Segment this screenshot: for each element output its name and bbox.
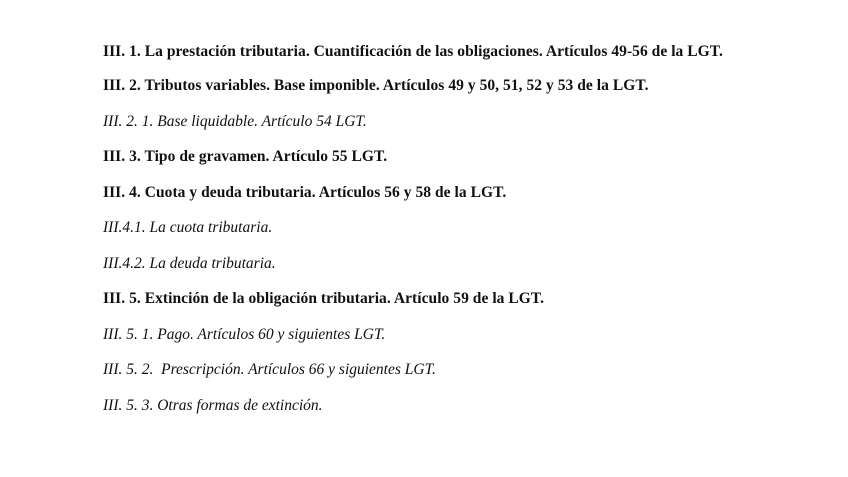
toc-entry-text: III. 1. La prestación tributaria. Cuantificación de las obligaciones. Artículos 49-56 de la LGT.	[103, 43, 723, 60]
toc-entry-iii-5	[103, 285, 763, 313]
toc-entry-text: III.4.1. La cuota tributaria.	[103, 219, 273, 236]
toc-entry-iii-3	[103, 143, 763, 171]
toc-entry-text: III. 2. 1. Base liquidable. Artículo 54 LGT.	[103, 112, 367, 130]
toc-entry-text: III. 4. Cuota y deuda tributaria. Artículos 56 y 58 de la LGT.	[103, 183, 507, 201]
toc-entry-text: III. 5. Extinción de la obligación tributaria. Artículo 59 de la LGT.	[103, 290, 545, 307]
toc-entry-text: III.4.2. La deuda tributaria.	[103, 254, 276, 272]
toc-entry-text: III. 2. Tributos variables. Base imponible. Artículos 49 y 50, 51, 52 y 53 de la LGT.	[103, 77, 649, 94]
table-of-contents	[103, 38, 763, 427]
toc-entry-text: III. 3. Tipo de gravamen. Artículo 55 LGT.	[103, 148, 388, 165]
toc-entry-iii-5-3	[103, 392, 763, 420]
toc-entry-iii-5-1	[103, 321, 763, 349]
toc-entry-iii-5-2	[103, 356, 763, 384]
toc-entry-iii-2	[103, 72, 763, 100]
toc-entry-text: III. 5. 1. Pago. Artículos 60 y siguientes LGT.	[103, 325, 386, 343]
toc-entry-iii-4-2	[103, 250, 763, 278]
toc-entry-iii-1	[103, 38, 763, 66]
toc-entry-text: III. 5. 3. Otras formas de extinción.	[103, 396, 323, 414]
toc-entry-text: III. 5. 2. Prescripción. Artículos 66 y siguientes LGT.	[103, 361, 436, 378]
toc-entry-iii-4-1	[103, 214, 763, 242]
toc-entry-iii-2-1	[103, 108, 763, 136]
toc-entry-iii-4	[103, 179, 763, 207]
